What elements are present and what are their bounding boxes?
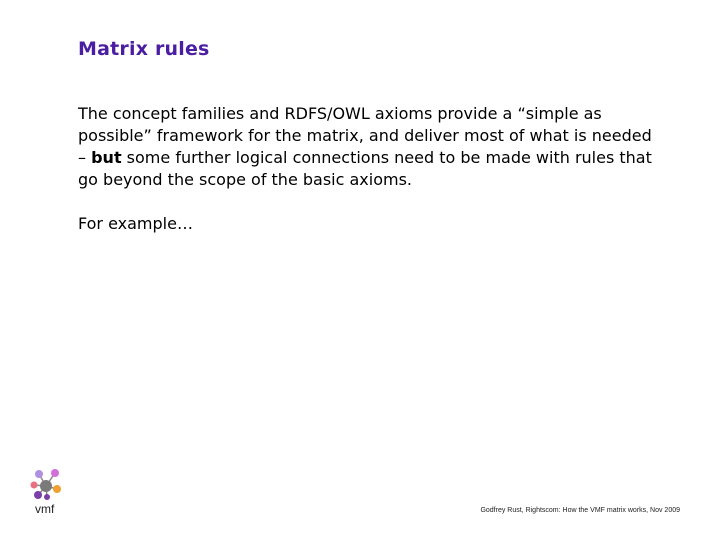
slide-body bbox=[78, 103, 658, 235]
logo-node-pink bbox=[31, 482, 38, 489]
body-paragraph-1-text-b: some further logical connections need to be made with rules that go beyond the scope of the basic axioms. bbox=[78, 148, 652, 189]
logo-node-lavender bbox=[35, 470, 43, 478]
body-paragraph-2: For example… bbox=[78, 214, 193, 233]
logo-node-purple-small bbox=[44, 494, 50, 500]
logo-node-orange bbox=[53, 485, 61, 493]
footer-credit: Godfrey Rust, Rightscom: How the VMF matrix works, Nov 2009 bbox=[480, 507, 680, 514]
body-paragraph-1-emphasis: but bbox=[91, 148, 122, 167]
logo-node-purple bbox=[34, 491, 42, 499]
logo-hub bbox=[40, 480, 52, 492]
vmf-molecule-icon bbox=[26, 462, 68, 502]
logo-node-magenta bbox=[51, 469, 59, 477]
body-paragraph-1 bbox=[78, 103, 658, 191]
vmf-logo bbox=[26, 462, 68, 518]
slide-title: Matrix rules bbox=[78, 38, 210, 60]
logo-text: vmf bbox=[35, 502, 55, 516]
body-paragraph-1-text-a: The concept families and RDFS/OWL axioms provide a “simple as possible” framework for the matrix, and deliver most of what is needed – bbox=[78, 104, 652, 167]
